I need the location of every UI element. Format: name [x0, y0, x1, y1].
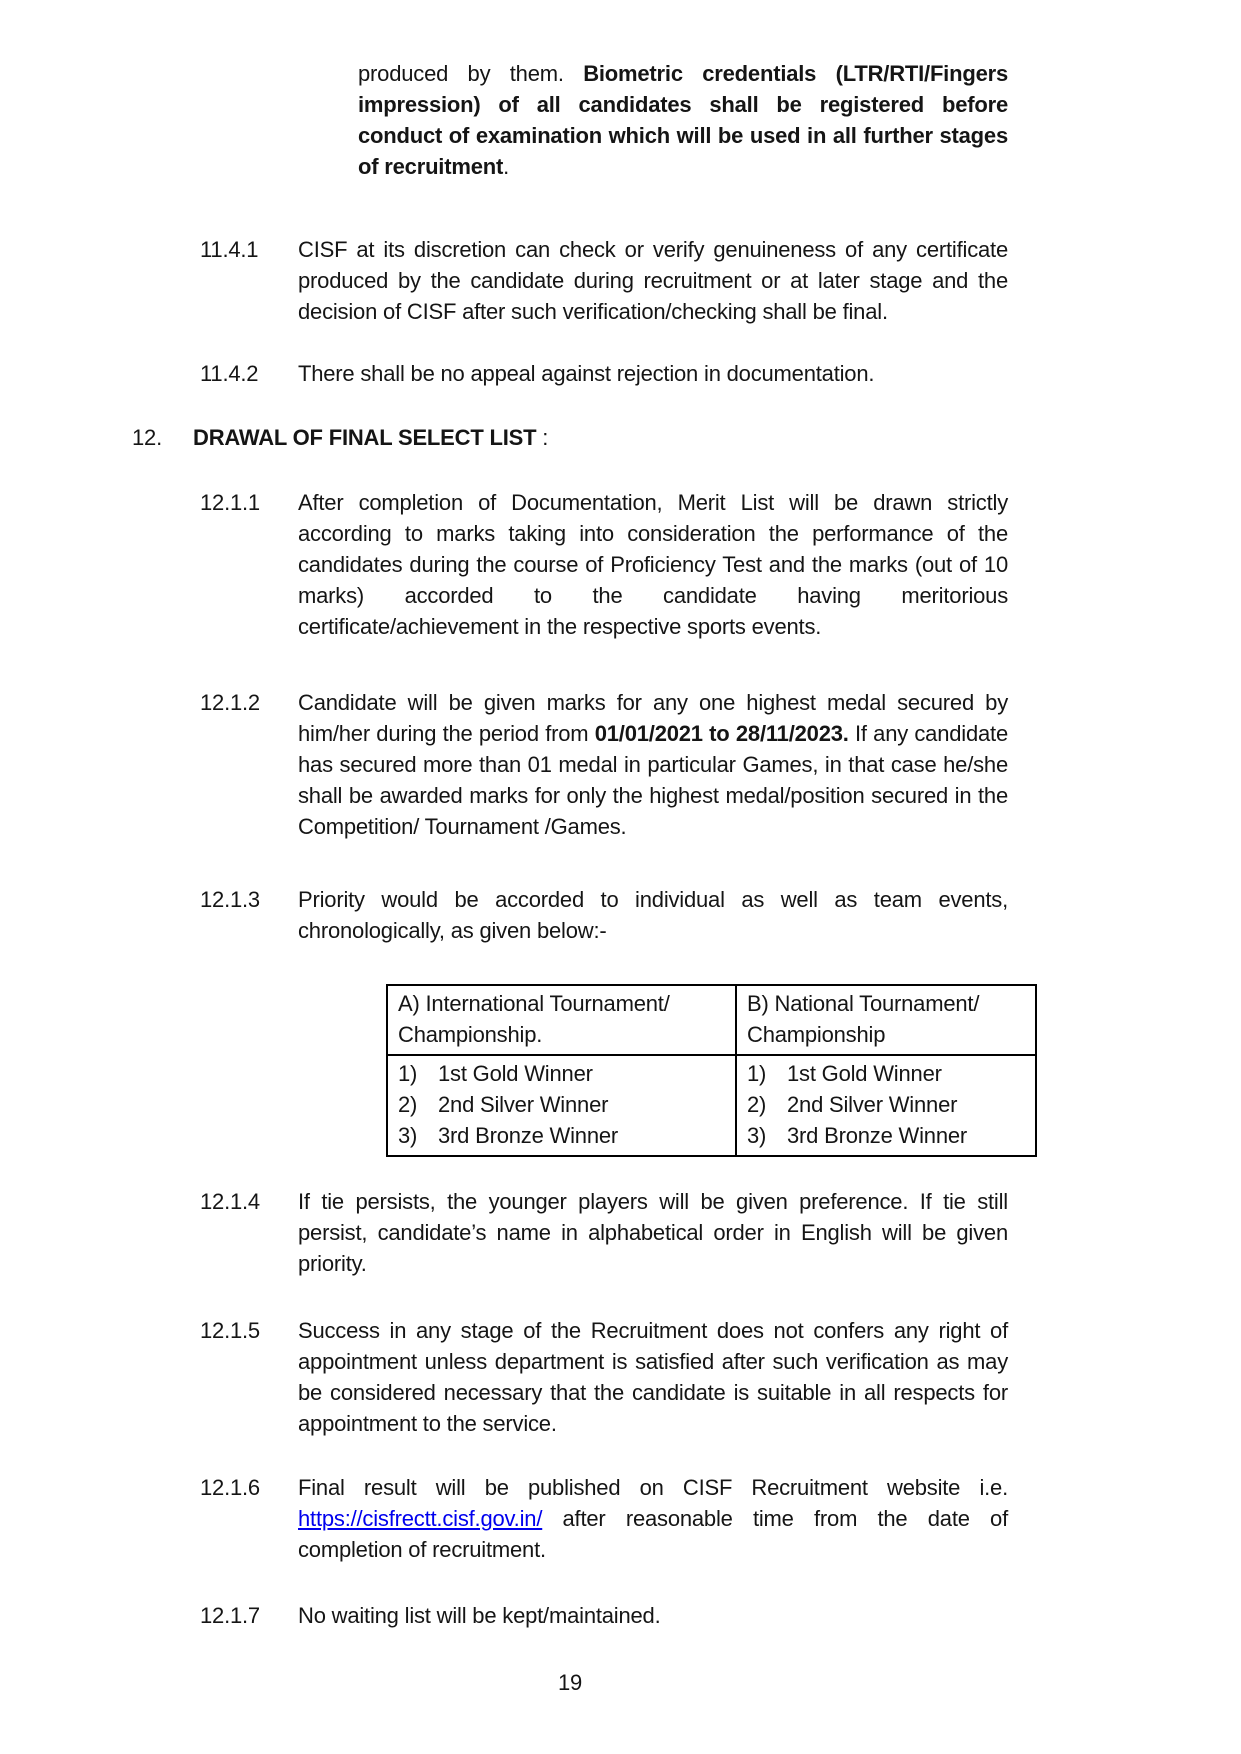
- intro-bold-text: Biometric credentials (LTR/RTI/Fingers impression) of all candidates shall be registered before conduct of examination which will be used in all further stages of recruitment: [358, 61, 1008, 179]
- clause-number: 11.4.2: [200, 361, 259, 386]
- clause-text-after-bold: If any candidate has secured more than 01 medal in particular Games, in that case he/she shall be awarded marks for only the highest medal/position secured in the Competition/ Tournament /Games.: [298, 721, 1008, 839]
- table-list-item: 3) 3rd Bronze Winner: [398, 1123, 619, 1148]
- clause-number: 11.4.1: [200, 237, 259, 262]
- clause-number: 12.1.6: [200, 1475, 260, 1500]
- clause-text: Success in any stage of the Recruitment does not confers any right of appointment unless department is satisfied after such verification as may be considered necessary that the candidate is suitable in all respects for appointment to the service.: [298, 1318, 1008, 1436]
- clause-text-before-link: Final result will be published on CISF Recruitment website i.e.: [298, 1475, 1008, 1500]
- clause-12-1-2: [132, 687, 1008, 842]
- clause-text: CISF at its discretion can check or verify genuineness of any certificate produced by the candidate during recruitment or at later stage and the decision of CISF after such verification/checking shall be final.: [298, 237, 1008, 324]
- clause-11-4-2: [132, 358, 1008, 389]
- clause-number: 12.1.7: [200, 1603, 260, 1628]
- page-number: 19: [557, 1670, 583, 1695]
- clause-text-before-bold: Candidate will be given marks for any one highest medal secured by him/her during the period from: [298, 690, 1008, 746]
- clause-11-4-1: [132, 234, 1008, 327]
- table-list-item: 2) 2nd Silver Winner: [747, 1092, 958, 1117]
- clause-number: 12.1.4: [200, 1189, 260, 1214]
- priority-table-body-row: [387, 1055, 1036, 1156]
- clause-text: After completion of Documentation, Merit List will be drawn strictly according to marks taking into consideration the performance of the candidates during the course of Proficiency Test and the marks (out of 10 marks) accorded to the candidate having meritorious certificate/achievement in the respective sports events.: [298, 490, 1008, 639]
- clause-number: 12.1.5: [200, 1318, 260, 1343]
- clause-12-1-4: [132, 1186, 1008, 1279]
- priority-table: [386, 984, 1037, 1157]
- clause-number: 12.1.1: [200, 490, 260, 515]
- clause-text: [298, 1472, 1008, 1565]
- section-12-heading: [132, 422, 1008, 453]
- clause-text-after-link: after reasonable time from the date of completion of recruitment.: [298, 1506, 1008, 1562]
- intro-paragraph: [358, 58, 1008, 182]
- priority-table-header-row: [387, 985, 1036, 1055]
- clause-12-1-6: [132, 1472, 1008, 1565]
- table-header-international: A) International Tournament/ Championship.: [387, 985, 736, 1055]
- cisf-recruitment-website-link[interactable]: https://cisfrectt.cisf.gov.in/: [298, 1506, 543, 1531]
- clause-text: If tie persists, the younger players will be given preference. If tie still persist, candidate’s name in alphabetical order in English will be given priority.: [298, 1189, 1008, 1276]
- table-list-item: 1) 1st Gold Winner: [747, 1061, 942, 1086]
- clause-number: 12.1.3: [200, 887, 260, 912]
- clause-12-1-5: [132, 1315, 1008, 1439]
- table-list-item: 2) 2nd Silver Winner: [398, 1092, 609, 1117]
- date-range-bold: 01/01/2021 to 28/11/2023.: [594, 721, 849, 746]
- clause-12-1-1: [132, 487, 1008, 642]
- clause-12-1-7: [132, 1600, 1008, 1631]
- table-header-national: B) National Tournament/ Championship: [736, 985, 1036, 1055]
- clause-12-1-3: [132, 884, 1008, 946]
- table-cell-international: [387, 1055, 736, 1156]
- intro-lead-text: produced by them.: [358, 61, 584, 86]
- section-number: 12.: [132, 425, 162, 450]
- table-list-item: 3) 3rd Bronze Winner: [747, 1123, 968, 1148]
- section-title: DRAWAL OF FINAL SELECT LIST :: [193, 425, 549, 450]
- clause-number: 12.1.2: [200, 690, 260, 715]
- intro-tail-text: .: [503, 154, 510, 179]
- clause-text: No waiting list will be kept/maintained.: [298, 1603, 661, 1628]
- table-cell-national: [736, 1055, 1036, 1156]
- clause-text: [298, 687, 1008, 842]
- clause-text: Priority would be accorded to individual as well as team events, chronologically, as given below:-: [298, 887, 1008, 943]
- clause-text: There shall be no appeal against rejection in documentation.: [298, 361, 875, 386]
- table-list-item: 1) 1st Gold Winner: [398, 1061, 593, 1086]
